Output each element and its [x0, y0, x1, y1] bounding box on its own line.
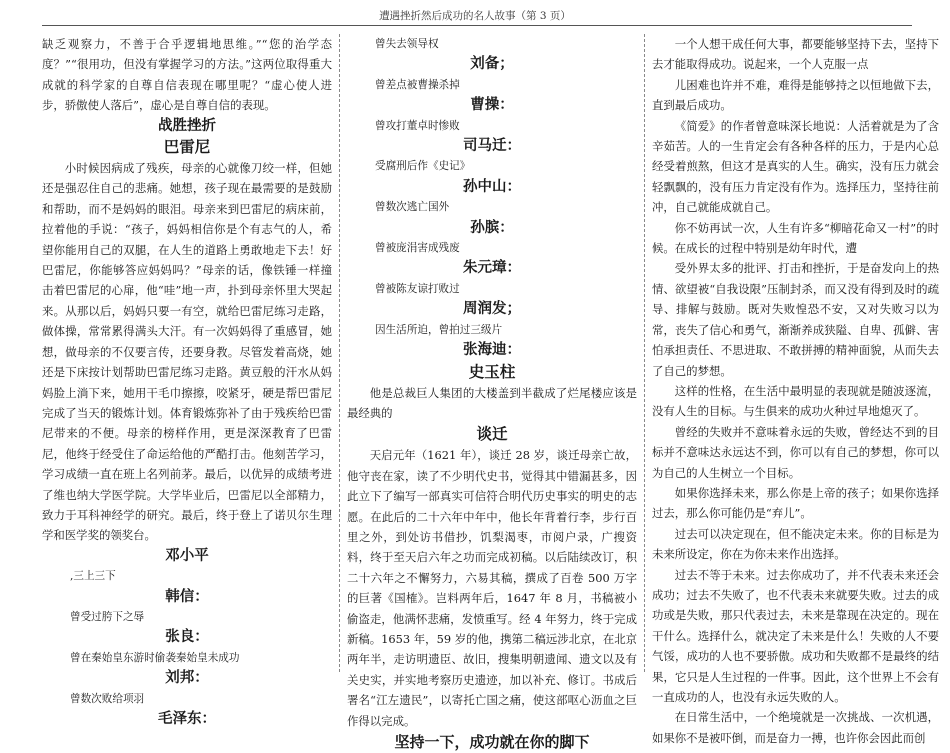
shiyuzhu-desc: 他是总裁巨人集团的大楼盖到半截成了烂尾楼应该是最经典的	[347, 385, 637, 420]
person-name: 毛泽东：	[158, 711, 216, 727]
person-name: 邓小平	[165, 547, 209, 564]
essay-paragraph: 曾经的失败并不意味着永远的失败，曾经达不到的目标并不意味达永远达不到，你可以有自己的梦想，你可以为自己的人生树立一个目标。	[652, 424, 939, 480]
barany-story: 小时候因病成了残疾，母亲的心就像刀绞一样，但她还是强忍住自己的悲痛。她想，孩子现在最需要的是鼓励和帮助，而不是妈妈的眼泪。母亲来到巴雷尼的病床前，拉着他的手说：“孩子，妈妈相信你是个有志气的人，希望你能用自己的双腿，在人生的道路上勇敢地走下去！好巴雷尼，你能够答应妈妈吗？”母亲的话，像铁锤一样撞击着巴雷尼的心扉，他“哇”地一声，扑到母亲怀里大哭起来。从那以后，妈妈只要一有空，就给巴雷尼练习走路，做体操，常常累得满头大汗。有一次妈妈得了重感冒，她想，做母亲的不仅要言传，还要身教。尽管发着高烧，她还是下床按计划帮助巴雷尼练习走路。黄豆般的汗水从妈妈脸上淌下来，她用干毛巾擦擦，咬紧牙，硬是帮巴雷尼完成了当天的锻炼计划。体育锻炼弥补了由于残疾给巴雷尼带来的不便。母亲的榜样作用，更是深深教育了巴雷尼，他终于经受住了命运给他的严酷打击。他刻苦学习，学习成绩一直在班上名列前茅。最后，以优异的成绩考进了维也纳大学医学院。大学毕业后，巴雷尼以全部精力，致力于耳科神经学的研究。最后，终于登上了诺贝尔生理学和医学奖的领奖台。	[42, 161, 332, 543]
page-header: 遭遇挫折然后成功的名人故事（第 3 页）	[379, 10, 571, 22]
essay-paragraph: 这样的性格，在生活中最明显的表现就是随波逐流，没有人生的目标。与生俱来的成功火种过早地熄灭了。	[652, 383, 939, 419]
person-title-tanqian: 谈迁	[476, 425, 508, 444]
essay-paragraph: 受外界太多的批评、打击和挫折，于是奋发向上的热情、欲望被“自我设限”压制封杀，而又没有得到及时的疏导、排解与鼓励。既对失败惶恐不安，又对失败习以为常，丧失了信心和勇气，渐渐养成狭隘、自卑、孤僻、害怕承担责任、不思进取、不敢拼搏的精神面貌，从而失去了自己的梦想。	[652, 261, 939, 378]
person-name: 司马迁：	[463, 138, 521, 155]
person-name: 周润发；	[463, 301, 521, 318]
essay-paragraph: 一个人想干成任何大事，都要能够坚持下去，坚持下去才能取得成功。说起来，一个人克服一点	[652, 37, 939, 72]
intro-paragraph: 缺乏观察力，不善于合乎逻辑地思维。”“您的治学态度？”“很用功，但没有掌握学习的方法。”这两位取得重大成就的科学家的自尊自信表现在哪里呢？“虚心使人进步，骄傲使人落后”，虚心是自尊自信的表现。	[42, 37, 332, 113]
section-title: 战胜挫折	[158, 117, 216, 134]
person-desc: 曾被庞涓害成残废	[375, 242, 460, 255]
column-divider-right	[644, 34, 645, 672]
essay-title: 坚持一下，成功就在你的脚下	[394, 733, 590, 751]
column-left	[42, 34, 332, 727]
essay-paragraph: 过去不等于未来。过去你成功了，并不代表未来还会成功；过去不失败了，也不代表未来就要失败。过去的成功或是失败，那只代表过去，未来是靠现在决定的。现在干什么。选择什么，就决定了未来是什么！失败的人不要气馁，成功的人也不要骄傲。成功和失败都不是最终的结果，它只是人生过程的一件事。因此，这个世界上不会有一直成功的人，也没有永远失败的人。	[652, 567, 939, 704]
person-desc: 曾被陈友谅打败过	[375, 282, 460, 295]
essay-paragraph: 儿困难也许并不难，难得是能够持之以恒地做下去，直到最后成功。	[652, 77, 939, 113]
person-desc: 曾差点被曹操杀掉	[375, 78, 460, 91]
person-desc: 曾在秦始皇东游时偷袭秦始皇未成功	[70, 651, 240, 664]
person-name: 韩信：	[165, 588, 209, 605]
person-desc: 曾受过胯下之辱	[70, 610, 145, 623]
person-name: 刘备；	[470, 56, 514, 73]
person-desc: 曾攻打董卓时惨败	[375, 119, 460, 132]
person-name: 刘邦：	[165, 670, 209, 687]
tanqian-story: 天启元年（1621 年），谈迁 28 岁，谈迁母亲亡故，他守丧在家，读了不少明代史书，觉得其中错漏甚多，因此立下了编写一部真实可信符合明代历史事实的明史的志愿。在此后的二十六年中年中，他长年背着行李，步行百里之外，到处访书借抄，饥梨渴枣，市阅户录，广搜资料，终于至天启六年之功而完成初稿。以后陆续改订，积二十六年之不懈努力，六易其稿，撰成了百卷 500 万字的巨著《国榷》。岂料两年后，1647 年 8 月，书稿被小偷盗走，他满怀悲痛，发愤重写。经 4 年努力，终于完成新稿。1653 年，59 岁的他，携第二稿远涉北京，在北京两年半，走访明遗臣、故旧，搜集明朝遗闻、遗文以及有关史实，并实地考察历史遗迹，加以补充、修订。书成后署名“江左遗民”，以寄托亡国之痛，使这部呕心沥血之巨作得以完成。	[347, 448, 637, 728]
person-name: 孙中山：	[463, 178, 521, 195]
person-desc: 曾数次败给项羽	[70, 692, 145, 705]
essay-paragraph: 你不妨再试一次，人生有许多“柳暗花命又一村”的时候。在成长的过程中特别是幼年时代，遭	[652, 220, 939, 256]
person-name: 朱元璋：	[463, 260, 521, 277]
essay-paragraph: 《简爱》的作者曾意味深长地说：人活着就是为了含辛茹苦。人的一生肯定会有各种各样的压力，于是内心总经受着煎熬，但这才是真实的人生。确实，没有压力就会轻飘飘的，没有压力肯定没有作为。选择压力，坚持往前冲，自己就能成就自己。	[652, 118, 939, 215]
person-title-barany: 巴雷尼	[163, 138, 211, 157]
header-divider	[42, 25, 912, 26]
person-name: 张良：	[165, 629, 209, 646]
person-desc: 受腐刑后作《史记》	[375, 160, 471, 173]
column-right	[652, 34, 939, 745]
person-name: 张海迪：	[463, 342, 521, 359]
person-desc: ,三上三下	[70, 570, 116, 583]
person-desc: 曾失去领导权	[375, 38, 439, 50]
column-middle	[347, 34, 637, 751]
person-desc: 曾数次逃亡国外	[375, 201, 450, 214]
person-name: 孙膑：	[470, 219, 514, 236]
column-divider-left	[339, 34, 340, 672]
essay-paragraph: 如果你选择未来，那么你是上帝的孩子；如果你选择过去，那么你可能仍是“弃儿”。	[652, 485, 939, 521]
person-name: 曹操：	[470, 97, 514, 114]
person-desc: 因生活所迫，曾拍过三级片	[375, 323, 503, 336]
person-title-shiyuzhu: 史玉柱	[468, 362, 516, 381]
essay-paragraph: 过去可以决定现在，但不能决定未来。你的目标是为未来所设定，你在为你未来作出选择。	[652, 526, 939, 562]
essay-paragraph: 在日常生活中，一个绝境就是一次挑战、一次机遇，如果你不是被吓倒，而是奋力一搏，也许你会因此而创	[652, 710, 939, 745]
